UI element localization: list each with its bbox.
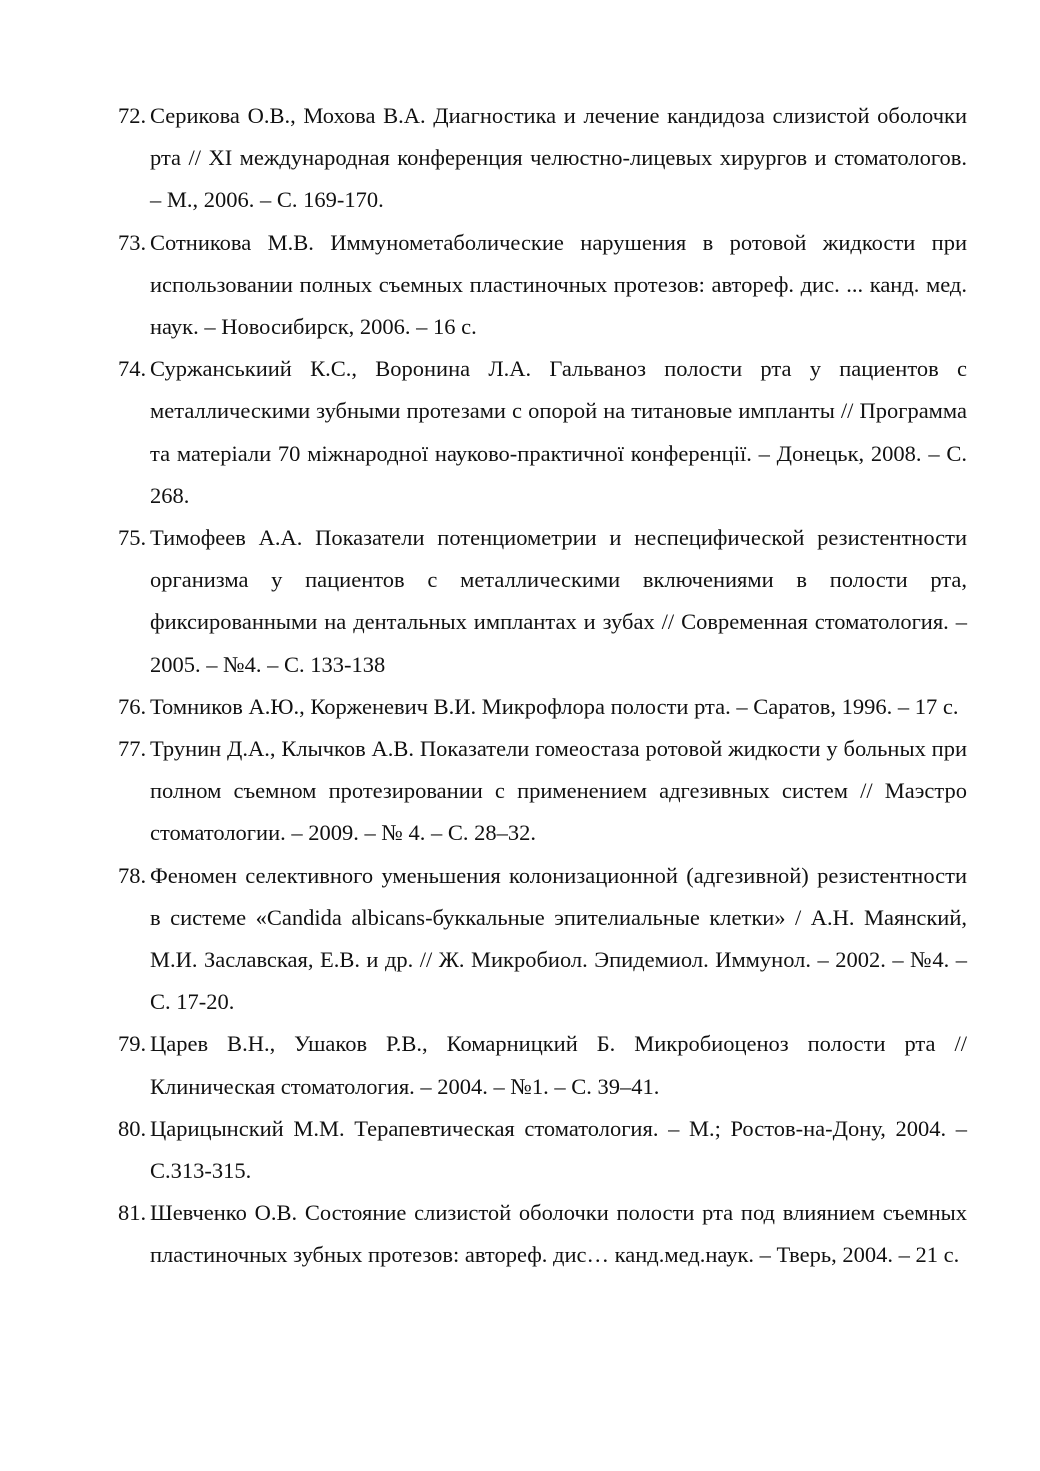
reference-item (118, 728, 967, 855)
reference-list (118, 95, 967, 1277)
reference-item (118, 686, 967, 728)
reference-item (118, 1108, 967, 1192)
reference-text: Суржанськиий К.С., Воронина Л.А. Гальваноз полости рта у пациентов с металлическими зубными протезами с опорой на титановые импланты // Программа та матеріали 70 міжнародної науково-практичної конференції. – Донецьк, 2008. – С. 268. (150, 356, 967, 508)
reference-text: Царицынский М.М. Терапевтическая стоматология. – М.; Ростов-на-Дону, 2004. – С.313-315. (150, 1115, 967, 1184)
reference-number: 74. (118, 356, 147, 382)
reference-number: 76. (118, 693, 147, 719)
reference-text: Царев В.Н., Ушаков Р.В., Комарницкий Б. Микробиоценоз полости рта // Клиническая стоматология. – 2004. – №1. – С. 39–41. (150, 1031, 967, 1099)
reference-text: Серикова О.В., Мохова В.А. Диагностика и лечение кандидоза слизистой оболочки рта // XI международная конференция челюстно-лицевых хирургов и стоматологов. – М., 2006. – С. 169-170. (150, 103, 967, 213)
reference-number: 79. (118, 1031, 147, 1057)
reference-item (118, 348, 967, 517)
reference-text: Трунин Д.А., Клычков А.В. Показатели гомеостаза ротовой жидкости у больных при полном съемном протезировании с применением адгезивных систем // Маэстро стоматологии. – 2009. – № 4. – С. 28–32. (150, 736, 967, 846)
reference-text: Шевченко О.В. Состояние слизистой оболочки полости рта под влиянием съемных пластиночных зубных протезов: автореф. дис… канд.мед.наук. – Тверь, 2004. – 21 с. (150, 1200, 967, 1268)
reference-text: Тимофеев А.А. Показатели потенциометрии и неспецифической резистентности организма у пациентов с металлическими включениями в полости рта, фиксированными на дентальных имплантах и зубах // Современная стоматология. – 2005. – №4. – С. 133-138 (150, 525, 967, 677)
reference-number: 73. (118, 229, 147, 255)
reference-item (118, 517, 967, 686)
reference-item (118, 855, 967, 1024)
reference-item (118, 95, 967, 222)
reference-number: 75. (118, 525, 147, 551)
reference-item (118, 222, 967, 349)
reference-text: Сотникова М.В. Иммунометаболические нарушения в ротовой жидкости при использовании полных съемных пластиночных протезов: автореф. дис. ... канд. мед. наук. – Новосибирск, 2006. – 16 с. (150, 229, 967, 340)
reference-text: Феномен селективного уменьшения колонизационной (адгезивной) резистентности в системе «Candida albicans-буккальные эпителиальные клетки» / А.Н. Маянский, М.И. Заславская, Е.В. и др. // Ж. Микробиол. Эпидемиол. Иммунол. – 2002. – №4. – С. 17-20. (150, 862, 967, 1015)
reference-number: 80. (118, 1115, 147, 1141)
reference-number: 72. (118, 103, 147, 128)
reference-text: Томников А.Ю., Корженевич В.И. Микрофлора полости рта. – Саратов, 1996. – 17 с. (150, 693, 959, 719)
reference-number: 77. (118, 736, 147, 762)
reference-item (118, 1023, 967, 1107)
reference-number: 78. (118, 862, 147, 888)
reference-item (118, 1192, 967, 1276)
reference-number: 81. (118, 1200, 147, 1226)
